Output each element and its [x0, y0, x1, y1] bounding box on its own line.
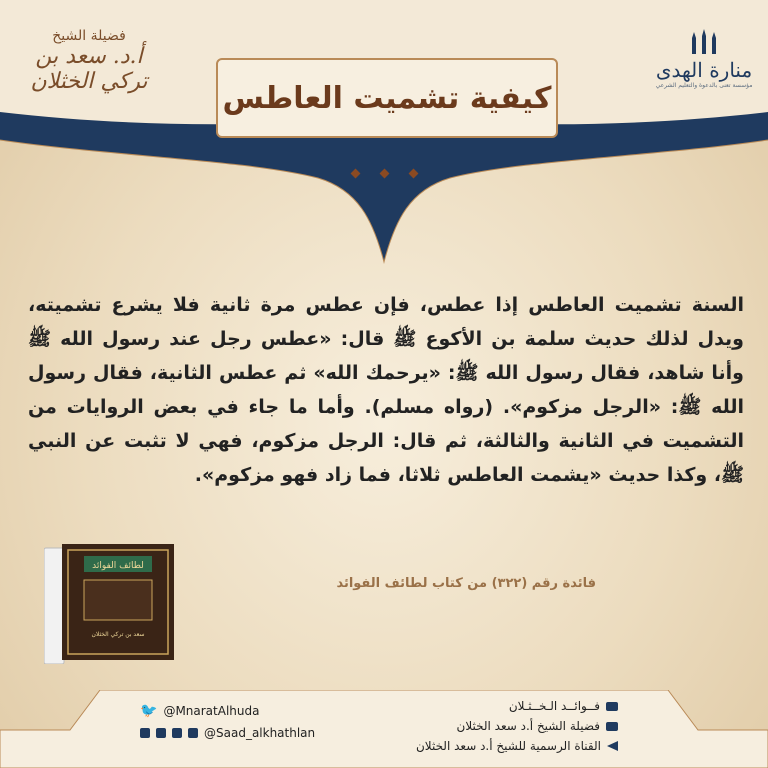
sheikh-label: فضيلة الشيخ — [52, 28, 126, 44]
twitter-handle[interactable]: @MnaratAlhuda — [163, 704, 260, 718]
social-row[interactable] — [140, 722, 315, 744]
telegram-icon — [607, 741, 618, 751]
ornament-dots — [0, 170, 768, 177]
sheikh-name: أ.د. سعد بن تركي الخثلان — [30, 44, 148, 94]
social-handle[interactable]: @Saad_alkhathlan — [204, 726, 316, 740]
source-note: فائدة رقم (٣٢٢) من كتاب لطائف الفوائد — [336, 576, 596, 591]
channel-label[interactable]: القناة الرسمية للشيخ أ.د سعد الخثلان — [415, 739, 601, 753]
youtube-icon — [606, 722, 618, 731]
social-block — [140, 700, 315, 744]
ornament-dot — [408, 169, 418, 179]
logo-text: منارة الهدى — [655, 58, 753, 82]
minaret-icon — [684, 28, 724, 54]
footer-band — [0, 690, 768, 768]
facebook-icon — [140, 728, 150, 738]
twitter-small-icon — [156, 728, 166, 738]
channel-link[interactable] — [416, 716, 618, 736]
twitter-row[interactable] — [140, 700, 315, 722]
page-title: كيفية تشميت العاطس — [222, 80, 552, 116]
channel-label[interactable]: فضيلة الشيخ أ.د سعد الخثلان — [456, 719, 600, 733]
sheikh-signature — [14, 28, 164, 94]
title-frame — [216, 58, 558, 138]
ornament-dot — [379, 169, 389, 179]
channel-link[interactable] — [416, 696, 618, 716]
twitter-icon: 🐦 — [140, 703, 158, 719]
book-illustration — [44, 540, 184, 664]
youtube-icon — [606, 702, 618, 711]
brand-logo — [654, 28, 754, 90]
book-author: سعد بن تركي الخثلان — [91, 631, 145, 638]
ornament-dot — [350, 169, 360, 179]
logo-subtitle: مؤسسة تعنى بالدعوة والتعليم الشرعي — [655, 82, 753, 89]
hadith-paragraph: السنة تشميت العاطس إذا عطس، فإن عطس مرة ثانية فلا يشرع تشميته، ويدل لذلك حديث سلمة بن الأكوع ﷺ قال: «عطس رجل عند رسول الله ﷺ وأنا شاهد، فقال رسول الله ﷺ: «يرحمك الله» ثم عطس الثانية، فقال رسول الله ﷺ: «الرجل مزكوم». (رواه مسلم). وأما ما جاء في بعض الروايات من التشميت في الثانية والثالثة، ثم قال: الرجل مزكوم، فهي لا تثبت عن النبي ﷺ، وكذا حديث «يشمت العاطس ثلاثا، فما زاد فهو مزكوم». — [28, 294, 744, 486]
tiktok-icon — [188, 728, 198, 738]
channel-label[interactable]: فــوائــد الـخــثـلان — [508, 699, 600, 713]
instagram-icon — [172, 728, 182, 738]
channel-link[interactable] — [416, 736, 618, 756]
book-title: لطائف الفوائد — [92, 561, 144, 571]
channels-list — [416, 696, 618, 756]
